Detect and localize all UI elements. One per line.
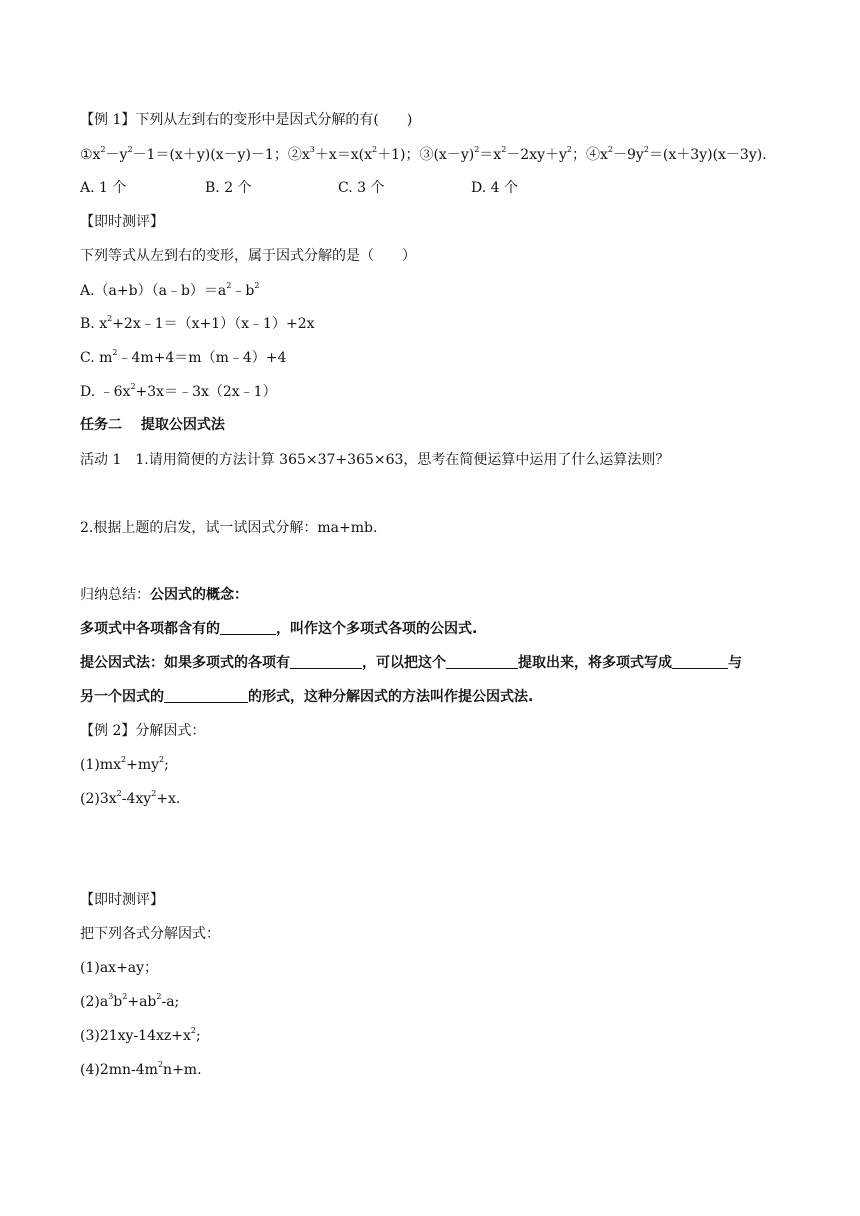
option-a: A. 1 个 (80, 180, 127, 196)
activity2: 2.根据上题的启发，试一试因式分解：ma+mb. (80, 520, 378, 536)
example2-problem-2: $(2)3x^2-4xy^2+x$. (80, 789, 181, 807)
option-d: D. 4 个 (471, 180, 518, 196)
summary-line-3: 另一个因式的 的形式，这种分解因式的方法叫作提公因式法. (80, 689, 534, 705)
summary-line-2: 提公因式法：如果多项式的各项有 ，可以把这个 提取出来，将多项式写成 与 (80, 655, 742, 671)
example1-items (80, 145, 800, 165)
example2-problem-1: $(1)mx^2+my^2$; (80, 755, 169, 773)
quiz2-title: 【即时测评】 (80, 892, 164, 908)
blank-3[interactable] (446, 654, 518, 669)
example1-item-1: $①x^2-y^2-1=(x+y)(x-y)-1$； (80, 145, 288, 163)
blank-2[interactable] (290, 654, 362, 669)
example1-item-3: $③(x-y)^2=x^2-2xy+y^2$； (419, 145, 587, 163)
quiz2-problem-3: $(3)21xy-14xz+x^2$; (80, 1026, 201, 1044)
example1-item-4: $④x^2-9y^2=(x+3y)(x-3y)$. (586, 145, 767, 163)
quiz1-option-d: D. $﹣6x^2+3x=﹣3x(2x﹣1)$ (80, 382, 277, 400)
quiz1-option-b: B. $x^2+2x﹣1=(x+1)(x﹣1)+2x$ (80, 314, 315, 332)
summary-line-1: 多项式中各项都含有的 ，叫作这个多项式各项的公因式. (80, 621, 478, 637)
example1-title: 【例 1】下列从左到右的变形中是因式分解的有( ) (80, 112, 413, 128)
blank-1[interactable] (220, 620, 276, 635)
quiz2-question: 把下列各式分解因式： (80, 926, 220, 942)
blank-5[interactable] (164, 688, 248, 703)
blank-4[interactable] (672, 654, 728, 669)
option-c: C. 3 个 (338, 180, 385, 196)
quiz2-problem-1: (1)ax+ay； (80, 960, 159, 976)
quiz1-question: 下列等式从左到右的变形，属于因式分解的是（ ） (80, 248, 416, 264)
quiz2-problem-4: $(4)2mn-4m^2n+m$. (80, 1060, 202, 1078)
activity1: 活动 1 1.请用简便的方法计算 365×37+365×63，思考在简便运算中运用了什么运算法则？ (80, 452, 670, 468)
summary-heading: 归纳总结：公因式的概念： (80, 587, 248, 603)
option-b: B. 2 个 (205, 180, 252, 196)
quiz2-problem-2: $(2)a^3b^2+ab^2-a$; (80, 992, 180, 1010)
example1-item-2: $②x^3+x=x(x^2+1)$； (287, 145, 420, 163)
example2-title: 【例 2】分解因式： (80, 723, 206, 739)
example1-options (80, 178, 800, 198)
quiz1-option-a: $A.(a+b)(a﹣b)=a^2﹣b^2$ (80, 281, 260, 299)
quiz1-option-c: C. $m^2﹣4m+4=m(m﹣4)+4$ (80, 348, 287, 366)
task2-title: 任务二 提取公因式法 (80, 417, 225, 433)
quiz1-title: 【即时测评】 (80, 214, 164, 230)
